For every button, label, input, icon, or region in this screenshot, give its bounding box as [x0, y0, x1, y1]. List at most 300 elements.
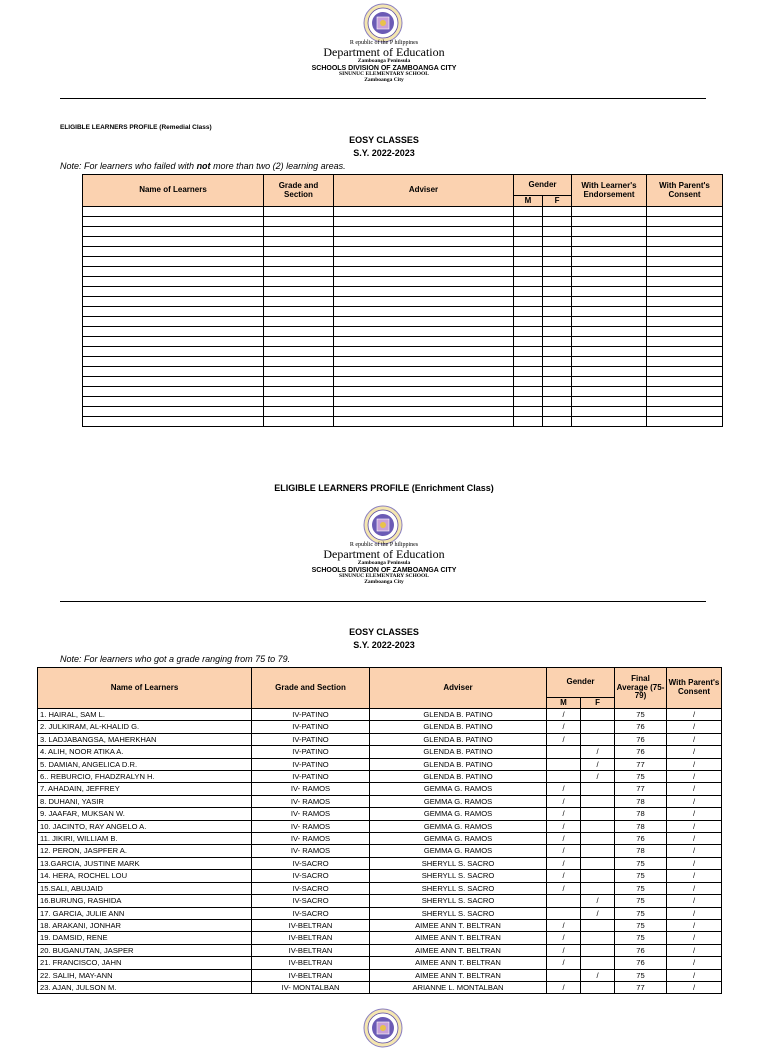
cell-avg: 76	[615, 833, 667, 845]
cell-m: /	[547, 882, 581, 894]
remedial-profile-label: ELIGIBLE LEARNERS PROFILE (Remedial Class)	[60, 124, 212, 131]
cell-name: 7. AHADAIN, JEFFREY	[38, 783, 252, 795]
table-cell	[264, 287, 334, 297]
cell-f: /	[581, 771, 615, 783]
table-cell	[264, 367, 334, 377]
cell-grade: IV-PATINO	[252, 733, 370, 745]
cell-m	[547, 895, 581, 907]
table-cell	[647, 327, 723, 337]
cell-f	[581, 845, 615, 857]
cell-grade: IV-BELTRAN	[252, 932, 370, 944]
table-row	[38, 746, 722, 758]
cell-avg: 76	[615, 721, 667, 733]
table-row	[83, 327, 723, 337]
department-line: Department of Education	[323, 547, 445, 562]
cell-f	[581, 957, 615, 969]
cell-name: 9. JAAFAR, MUKSAN W.	[38, 808, 252, 820]
table-cell	[514, 257, 543, 267]
table-cell	[543, 217, 572, 227]
table-cell	[572, 397, 647, 407]
table-cell	[647, 337, 723, 347]
cell-f	[581, 721, 615, 733]
cell-f	[581, 981, 615, 993]
cell-grade: IV-PATINO	[252, 746, 370, 758]
table-cell	[83, 367, 264, 377]
cell-grade: IV- MONTALBAN	[252, 981, 370, 993]
table-cell	[543, 377, 572, 387]
cell-adviser: AIMEE ANN T. BELTRAN	[370, 919, 547, 931]
table-cell	[514, 237, 543, 247]
table-cell	[514, 357, 543, 367]
table-cell	[572, 217, 647, 227]
table-cell	[83, 307, 264, 317]
cell-m: /	[547, 932, 581, 944]
cell-grade: IV-BELTRAN	[252, 969, 370, 981]
cell-grade: IV-PATINO	[252, 758, 370, 770]
table-cell	[647, 297, 723, 307]
cell-m: /	[547, 981, 581, 993]
department-line: Department of Education	[323, 45, 445, 60]
cell-consent: /	[667, 808, 722, 820]
cell-adviser: AIMEE ANN T. BELTRAN	[370, 969, 547, 981]
table-row	[83, 307, 723, 317]
table-cell	[647, 357, 723, 367]
table-cell	[83, 297, 264, 307]
table-row	[38, 981, 722, 993]
cell-consent: /	[667, 944, 722, 956]
table-cell	[543, 397, 572, 407]
table-cell	[83, 337, 264, 347]
table-cell	[83, 387, 264, 397]
table-cell	[514, 417, 543, 427]
table-cell	[514, 247, 543, 257]
table-cell	[572, 317, 647, 327]
cell-f	[581, 783, 615, 795]
cell-grade: IV-SACRO	[252, 895, 370, 907]
cell-consent: /	[667, 820, 722, 832]
table-cell	[514, 337, 543, 347]
table-cell	[334, 297, 514, 307]
school-line: SINUNUC ELEMENTARY SCHOOL	[339, 71, 429, 77]
cell-consent: /	[667, 795, 722, 807]
cell-consent: /	[667, 907, 722, 919]
table-row	[83, 267, 723, 277]
cell-m	[547, 969, 581, 981]
table-row	[38, 957, 722, 969]
col-name: Name of Learners	[38, 668, 252, 709]
cell-consent: /	[667, 981, 722, 993]
col-adviser: Adviser	[370, 668, 547, 709]
cell-grade: IV- RAMOS	[252, 833, 370, 845]
cell-adviser: ARIANNE L. MONTALBAN	[370, 981, 547, 993]
table-cell	[83, 357, 264, 367]
table-row	[38, 709, 722, 721]
cell-adviser: GEMMA G. RAMOS	[370, 783, 547, 795]
table-cell	[572, 327, 647, 337]
table-cell	[83, 417, 264, 427]
letterhead	[0, 542, 768, 586]
cell-adviser: AIMEE ANN T. BELTRAN	[370, 957, 547, 969]
cell-grade: IV-BELTRAN	[252, 944, 370, 956]
table-cell	[572, 387, 647, 397]
table-cell	[543, 247, 572, 257]
cell-f	[581, 944, 615, 956]
cell-avg: 76	[615, 746, 667, 758]
cell-adviser: GEMMA G. RAMOS	[370, 820, 547, 832]
cell-consent: /	[667, 870, 722, 882]
table-cell	[572, 367, 647, 377]
cell-adviser: AIMEE ANN T. BELTRAN	[370, 944, 547, 956]
cell-avg: 75	[615, 709, 667, 721]
table-cell	[334, 327, 514, 337]
table-cell	[647, 317, 723, 327]
table-cell	[647, 347, 723, 357]
cell-m: /	[547, 870, 581, 882]
table-cell	[647, 207, 723, 217]
table-row	[83, 377, 723, 387]
table-row	[83, 287, 723, 297]
cell-m: /	[547, 845, 581, 857]
table-cell	[83, 407, 264, 417]
table-row	[38, 771, 722, 783]
cell-consent: /	[667, 857, 722, 869]
cell-grade: IV- RAMOS	[252, 795, 370, 807]
table-cell	[264, 327, 334, 337]
table-cell	[647, 387, 723, 397]
cell-consent: /	[667, 932, 722, 944]
cell-grade: IV-SACRO	[252, 857, 370, 869]
table-cell	[334, 407, 514, 417]
table-cell	[334, 307, 514, 317]
cell-m	[547, 907, 581, 919]
cell-adviser: GLENDA B. PATINO	[370, 733, 547, 745]
table-cell	[647, 307, 723, 317]
header-divider	[60, 98, 706, 99]
table-cell	[334, 287, 514, 297]
table-cell	[264, 297, 334, 307]
col-grade: Grade and Section	[264, 175, 334, 207]
table-cell	[543, 297, 572, 307]
cell-name: 5. DAMIAN, ANGELICA D.R.	[38, 758, 252, 770]
cell-m: /	[547, 957, 581, 969]
table-cell	[647, 407, 723, 417]
cell-m: /	[547, 733, 581, 745]
cell-avg: 75	[615, 969, 667, 981]
table-cell	[334, 277, 514, 287]
cell-m	[547, 746, 581, 758]
table-cell	[334, 367, 514, 377]
table-cell	[647, 397, 723, 407]
table-cell	[572, 227, 647, 237]
col-male: M	[547, 698, 581, 709]
cell-m: /	[547, 795, 581, 807]
cell-grade: IV-PATINO	[252, 709, 370, 721]
table-cell	[543, 367, 572, 377]
table-cell	[83, 257, 264, 267]
cell-grade: IV- RAMOS	[252, 783, 370, 795]
cell-f: /	[581, 907, 615, 919]
table-cell	[514, 317, 543, 327]
cell-avg: 78	[615, 820, 667, 832]
table-cell	[572, 257, 647, 267]
cell-avg: 76	[615, 733, 667, 745]
cell-m: /	[547, 820, 581, 832]
cell-consent: /	[667, 957, 722, 969]
cell-f	[581, 833, 615, 845]
table-cell	[264, 307, 334, 317]
cell-avg: 77	[615, 981, 667, 993]
cell-f	[581, 795, 615, 807]
table-row	[83, 227, 723, 237]
cell-avg: 78	[615, 795, 667, 807]
cell-avg: 75	[615, 857, 667, 869]
table-cell	[83, 217, 264, 227]
cell-consent: /	[667, 721, 722, 733]
table-cell	[572, 307, 647, 317]
cell-adviser: GEMMA G. RAMOS	[370, 808, 547, 820]
region-line: Zamboanga Peninsula	[357, 559, 411, 566]
table-cell	[334, 207, 514, 217]
cell-name: 19. DAMSID, RENE	[38, 932, 252, 944]
cell-adviser: SHERYLL S. SACRO	[370, 895, 547, 907]
table-cell	[543, 327, 572, 337]
cell-adviser: GLENDA B. PATINO	[370, 709, 547, 721]
cell-adviser: SHERYLL S. SACRO	[370, 857, 547, 869]
table-row	[38, 932, 722, 944]
cell-m: /	[547, 709, 581, 721]
cell-consent: /	[667, 733, 722, 745]
school-line: SINUNUC ELEMENTARY SCHOOL	[339, 573, 429, 579]
cell-grade: IV- RAMOS	[252, 845, 370, 857]
cell-m	[547, 771, 581, 783]
enrichment-sy: S.Y. 2022-2023	[353, 640, 415, 650]
table-cell	[514, 377, 543, 387]
col-grade: Grade and Section	[252, 668, 370, 709]
table-cell	[647, 417, 723, 427]
cell-adviser: GEMMA G. RAMOS	[370, 795, 547, 807]
cell-consent: /	[667, 882, 722, 894]
letterhead	[0, 40, 768, 84]
cell-name: 18. ARAKANI, JONHAR	[38, 919, 252, 931]
cell-avg: 75	[615, 907, 667, 919]
col-female: F	[581, 698, 615, 709]
table-cell	[83, 347, 264, 357]
cell-name: 21. FRANCISCO, JAHN	[38, 957, 252, 969]
cell-f	[581, 820, 615, 832]
cell-adviser: GEMMA G. RAMOS	[370, 833, 547, 845]
republic-line: R epublic of the P hilippines	[349, 40, 419, 46]
table-row	[38, 907, 722, 919]
table-cell	[647, 257, 723, 267]
table-cell	[334, 357, 514, 367]
table-cell	[264, 237, 334, 247]
deped-seal-icon	[363, 505, 403, 545]
cell-name: 15.SALI, ABUJAID	[38, 882, 252, 894]
table-cell	[83, 397, 264, 407]
table-row	[38, 783, 722, 795]
table-cell	[334, 397, 514, 407]
table-cell	[543, 337, 572, 347]
cell-avg: 78	[615, 808, 667, 820]
remedial-table	[82, 174, 723, 427]
cell-name: 6.. REBURCIO, FHADZRALYN H.	[38, 771, 252, 783]
table-cell	[647, 377, 723, 387]
table-cell	[334, 227, 514, 237]
cell-consent: /	[667, 758, 722, 770]
table-cell	[543, 357, 572, 367]
table-cell	[264, 217, 334, 227]
enrichment-title: EOSY CLASSES	[349, 627, 419, 637]
table-cell	[543, 237, 572, 247]
table-cell	[514, 397, 543, 407]
table-row	[38, 895, 722, 907]
cell-f	[581, 709, 615, 721]
cell-f: /	[581, 746, 615, 758]
table-cell	[264, 317, 334, 327]
table-row	[38, 795, 722, 807]
cell-grade: IV-BELTRAN	[252, 957, 370, 969]
col-gender: Gender	[514, 175, 572, 196]
cell-m: /	[547, 808, 581, 820]
table-row	[38, 870, 722, 882]
col-gender: Gender	[547, 668, 615, 698]
cell-adviser: SHERYLL S. SACRO	[370, 870, 547, 882]
enrichment-note: Note: For learners who got a grade ranging from 75 to 79.	[60, 654, 291, 664]
cell-adviser: GLENDA B. PATINO	[370, 771, 547, 783]
table-cell	[334, 267, 514, 277]
table-cell	[264, 357, 334, 367]
table-row	[38, 969, 722, 981]
cell-name: 16.BURUNG, RASHIDA	[38, 895, 252, 907]
cell-consent: /	[667, 919, 722, 931]
cell-consent: /	[667, 895, 722, 907]
table-row	[38, 882, 722, 894]
region-line: Zamboanga Peninsula	[357, 57, 411, 64]
table-cell	[543, 257, 572, 267]
table-cell	[514, 387, 543, 397]
table-cell	[572, 237, 647, 247]
table-cell	[543, 317, 572, 327]
table-cell	[334, 247, 514, 257]
table-cell	[264, 247, 334, 257]
cell-name: 13.GARCIA, JUSTINE MARK	[38, 857, 252, 869]
table-cell	[572, 377, 647, 387]
table-cell	[514, 407, 543, 417]
cell-adviser: SHERYLL S. SACRO	[370, 907, 547, 919]
table-cell	[647, 267, 723, 277]
division-line: SCHOOLS DIVISION OF ZAMBOANGA CITY	[311, 64, 457, 72]
cell-f	[581, 919, 615, 931]
table-cell	[83, 327, 264, 337]
table-cell	[334, 417, 514, 427]
table-cell	[514, 307, 543, 317]
cell-consent: /	[667, 771, 722, 783]
table-row	[83, 217, 723, 227]
table-row	[38, 845, 722, 857]
table-cell	[83, 247, 264, 257]
table-cell	[572, 357, 647, 367]
table-row	[38, 857, 722, 869]
deped-seal-icon	[363, 1008, 403, 1048]
table-cell	[514, 297, 543, 307]
table-cell	[514, 287, 543, 297]
cell-name: 8. DUHANI, YASIR	[38, 795, 252, 807]
table-row	[83, 357, 723, 367]
table-cell	[514, 207, 543, 217]
table-cell	[334, 347, 514, 357]
remedial-note: Note: For learners who failed with not more than two (2) learning areas.	[60, 161, 346, 171]
table-cell	[514, 367, 543, 377]
table-cell	[543, 287, 572, 297]
cell-m: /	[547, 919, 581, 931]
remedial-sy: S.Y. 2022-2023	[353, 148, 415, 158]
table-row	[83, 347, 723, 357]
table-row	[83, 237, 723, 247]
table-cell	[264, 387, 334, 397]
table-cell	[514, 217, 543, 227]
table-cell	[514, 347, 543, 357]
cell-m: /	[547, 833, 581, 845]
table-cell	[647, 247, 723, 257]
table-cell	[647, 237, 723, 247]
table-cell	[264, 207, 334, 217]
cell-f: /	[581, 895, 615, 907]
table-cell	[264, 347, 334, 357]
cell-f	[581, 932, 615, 944]
cell-f	[581, 882, 615, 894]
cell-m: /	[547, 944, 581, 956]
cell-grade: IV-PATINO	[252, 771, 370, 783]
table-cell	[264, 267, 334, 277]
table-cell	[334, 257, 514, 267]
cell-name: 17. GARCIA, JULIE ANN	[38, 907, 252, 919]
cell-adviser: GLENDA B. PATINO	[370, 746, 547, 758]
table-cell	[572, 287, 647, 297]
cell-name: 2. JULKIRAM, AL-KHALID G.	[38, 721, 252, 733]
cell-grade: IV-BELTRAN	[252, 919, 370, 931]
cell-name: 22. SALIH, MAY-ANN	[38, 969, 252, 981]
table-cell	[334, 217, 514, 227]
enrichment-table	[37, 667, 722, 994]
table-cell	[572, 207, 647, 217]
col-female: F	[543, 196, 572, 207]
table-cell	[334, 237, 514, 247]
cell-name: 23. AJAN, JULSON M.	[38, 981, 252, 993]
col-male: M	[514, 196, 543, 207]
col-consent: With Parent's Consent	[667, 668, 722, 709]
cell-m: /	[547, 857, 581, 869]
cell-consent: /	[667, 969, 722, 981]
table-row	[83, 247, 723, 257]
enrichment-profile-label: ELIGIBLE LEARNERS PROFILE (Enrichment Class)	[274, 483, 494, 493]
cell-consent: /	[667, 833, 722, 845]
col-consent: With Parent's Consent	[647, 175, 723, 207]
table-row	[38, 944, 722, 956]
division-line: SCHOOLS DIVISION OF ZAMBOANGA CITY	[311, 566, 457, 574]
table-cell	[83, 237, 264, 247]
table-cell	[514, 267, 543, 277]
cell-adviser: GEMMA G. RAMOS	[370, 845, 547, 857]
cell-avg: 75	[615, 895, 667, 907]
table-row	[83, 417, 723, 427]
city-line: Zamboanga City	[364, 76, 404, 83]
cell-f	[581, 870, 615, 882]
table-cell	[264, 227, 334, 237]
table-cell	[647, 287, 723, 297]
cell-name: 20. BUGANUTAN, JASPER	[38, 944, 252, 956]
table-cell	[572, 347, 647, 357]
table-cell	[647, 367, 723, 377]
